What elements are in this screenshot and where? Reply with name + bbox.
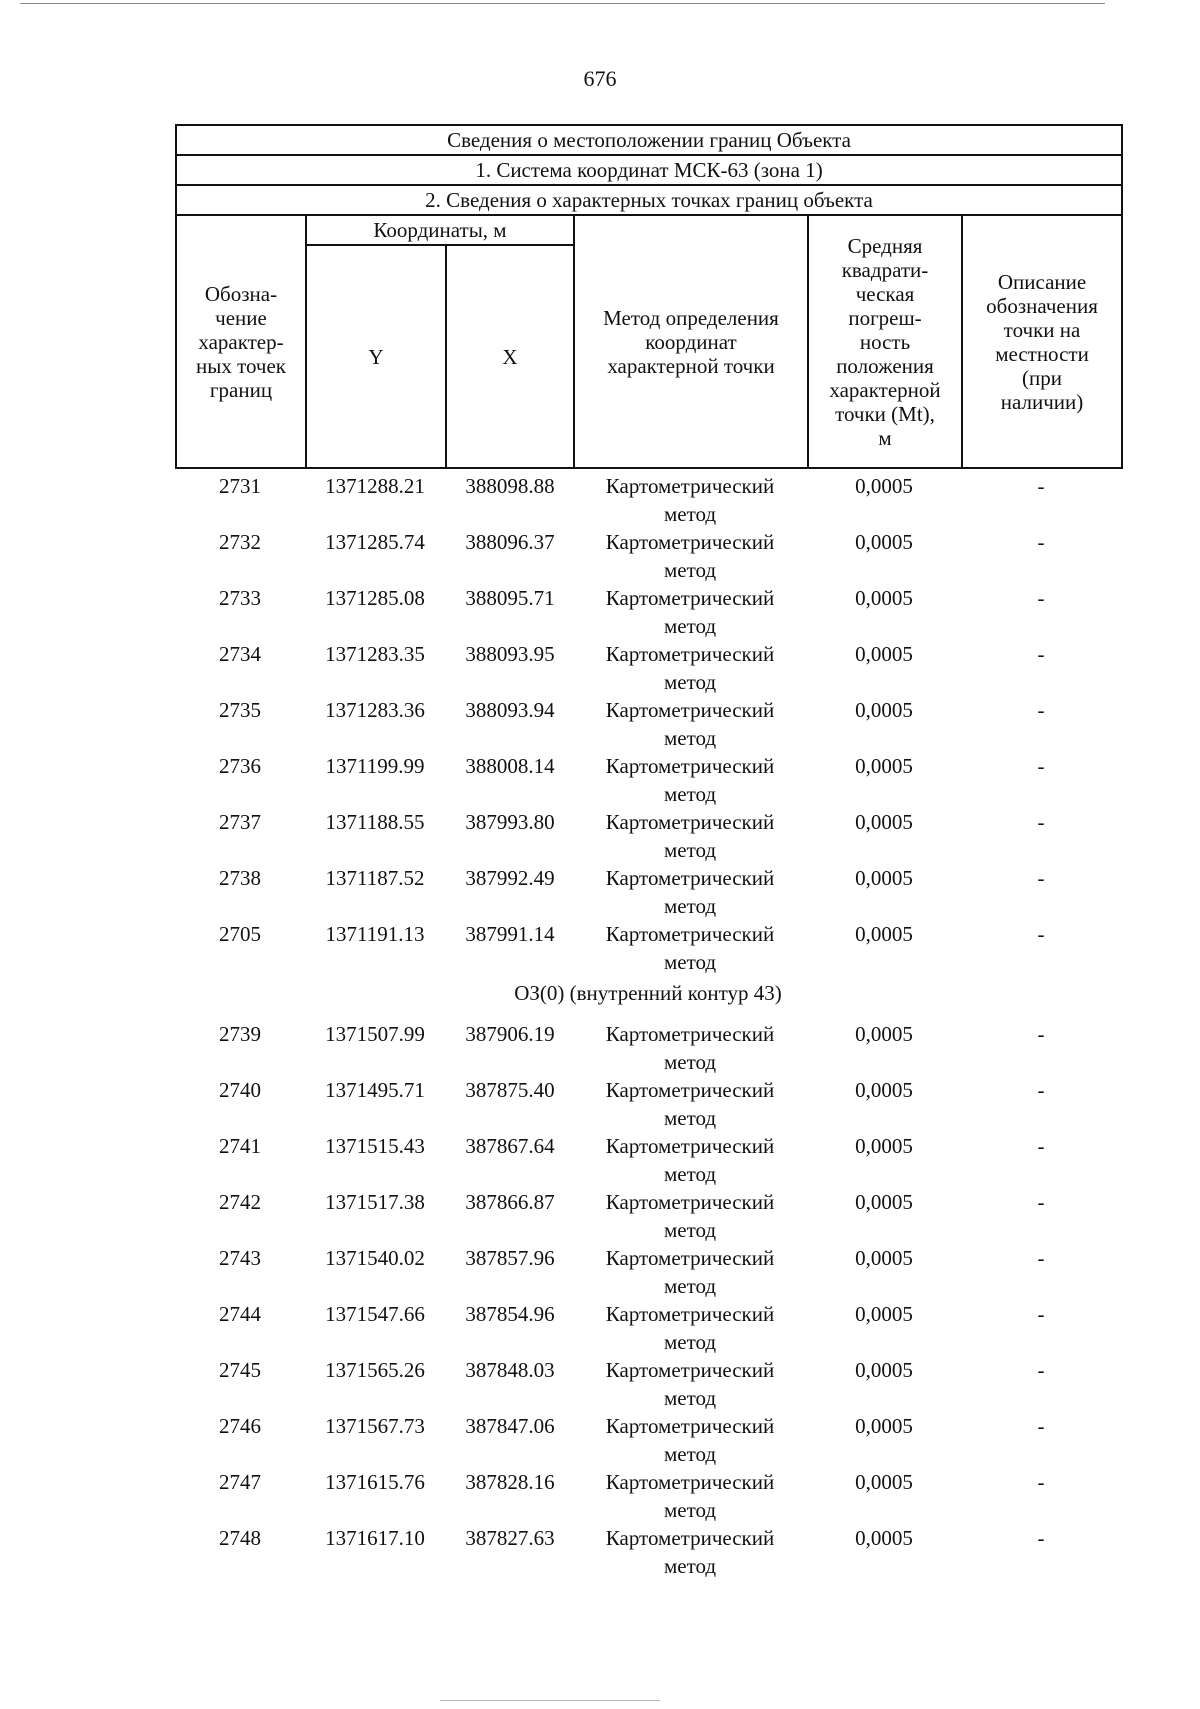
rows-block-1 [175,472,1121,976]
method-value: Картометрический метод [605,922,775,974]
table-row [175,1468,1121,1524]
x-coordinate: 388093.94 [465,698,555,722]
table-row [175,472,1121,528]
error-value: 0,0005 [855,1470,913,1494]
point-description: - [1037,1358,1045,1382]
page-number: 676 [583,66,617,91]
point-description: - [1037,1246,1045,1270]
method-value: Картометрический метод [605,1302,775,1354]
x-coordinate: 387992.49 [465,866,555,890]
x-coordinate: 387993.80 [465,810,555,834]
y-coordinate: 1371495.71 [325,1078,425,1102]
error-value: 0,0005 [855,1134,913,1158]
error-value: 0,0005 [855,698,913,722]
x-coordinate: 388096.37 [465,530,555,554]
table-row [175,1076,1121,1132]
y-coordinate: 1371565.26 [325,1358,425,1382]
point-number: 2747 [219,1470,261,1494]
table-row [175,528,1121,584]
point-description: - [1037,586,1045,610]
x-coordinate: 388095.71 [465,586,555,610]
data-area [175,472,1121,1580]
error-value: 0,0005 [855,1078,913,1102]
coordinates-header: Координаты, м [306,215,574,245]
y-coordinate: 1371285.08 [325,586,425,610]
x-coordinate: 387857.96 [465,1246,555,1270]
table-row [175,1132,1121,1188]
point-description: - [1037,754,1045,778]
method-value: Картометрический метод [605,698,775,750]
table-row [175,752,1121,808]
error-value: 0,0005 [855,586,913,610]
method-value: Картометрический метод [605,1470,775,1522]
table-row [175,1244,1121,1300]
point-description: - [1037,1470,1045,1494]
error-value: 0,0005 [855,1414,913,1438]
point-number: 2705 [219,922,261,946]
method-value: Картометрический метод [605,474,775,526]
method-header: Метод определения координат характерной точки [574,215,808,468]
method-value: Картометрический метод [605,1134,775,1186]
scan-edge-top [20,3,1105,4]
y-coordinate: 1371547.66 [325,1302,425,1326]
table-row [175,864,1121,920]
x-coordinate: 387827.63 [465,1526,555,1550]
y-coordinate: 1371283.35 [325,642,425,666]
method-value: Картометрический метод [605,1190,775,1242]
x-coordinate: 387875.40 [465,1078,555,1102]
point-description: - [1037,1078,1045,1102]
x-coordinate: 388098.88 [465,474,555,498]
method-value: Картометрический метод [605,586,775,638]
table-row [175,1020,1121,1076]
points-info-heading: 2. Сведения о характерных точках границ объекта [176,185,1122,215]
method-value: Картометрический метод [605,530,775,582]
x-coordinate: 387854.96 [465,1302,555,1326]
designation-header: Обозна- чение характер- ных точек границ [176,215,306,468]
y-coordinate: 1371288.21 [325,474,425,498]
point-description: - [1037,1134,1045,1158]
method-value: Картометрический метод [605,1358,775,1410]
method-value: Картометрический метод [605,1246,775,1298]
point-number: 2745 [219,1358,261,1382]
y-coordinate: 1371199.99 [325,754,425,778]
y-coordinate: 1371507.99 [325,1022,425,1046]
point-number: 2739 [219,1022,261,1046]
method-value: Картометрический метод [605,866,775,918]
error-value: 0,0005 [855,642,913,666]
point-number: 2744 [219,1302,261,1326]
point-description: - [1037,810,1045,834]
error-value: 0,0005 [855,1246,913,1270]
point-description: - [1037,1414,1045,1438]
table-row [175,1412,1121,1468]
y-header: Y [306,245,446,468]
error-value: 0,0005 [855,1302,913,1326]
point-number: 2733 [219,586,261,610]
point-description: - [1037,474,1045,498]
y-coordinate: 1371515.43 [325,1134,425,1158]
table-row [175,1188,1121,1244]
x-coordinate: 387847.06 [465,1414,555,1438]
table-row [175,1356,1121,1412]
point-number: 2738 [219,866,261,890]
table-row [175,808,1121,864]
coordinate-system: 1. Система координат МСК-63 (зона 1) [176,155,1122,185]
point-description: - [1037,1302,1045,1326]
point-number: 2732 [219,530,261,554]
error-value: 0,0005 [855,1190,913,1214]
error-value: 0,0005 [855,1526,913,1550]
point-number: 2746 [219,1414,261,1438]
point-description: - [1037,530,1045,554]
y-coordinate: 1371285.74 [325,530,425,554]
point-description: - [1037,642,1045,666]
error-value: 0,0005 [855,1358,913,1382]
point-number: 2734 [219,642,261,666]
table-row [175,1524,1121,1580]
table-row [175,584,1121,640]
point-description: - [1037,1022,1045,1046]
point-description: - [1037,698,1045,722]
table-row [175,696,1121,752]
y-coordinate: 1371540.02 [325,1246,425,1270]
method-value: Картометрический метод [605,1526,775,1578]
method-value: Картометрический метод [605,642,775,694]
point-description: - [1037,866,1045,890]
x-coordinate: 388093.95 [465,642,555,666]
method-value: Картометрический метод [605,1414,775,1466]
point-number: 2731 [219,474,261,498]
error-header: Средняя квадрати- ческая погреш- ность положения характерной точки (Mt), м [808,215,962,468]
error-value: 0,0005 [855,530,913,554]
error-value: 0,0005 [855,1022,913,1046]
y-coordinate: 1371617.10 [325,1526,425,1550]
point-number: 2743 [219,1246,261,1270]
table-row [175,1300,1121,1356]
y-coordinate: 1371615.76 [325,1470,425,1494]
point-number: 2741 [219,1134,261,1158]
point-description: - [1037,922,1045,946]
error-value: 0,0005 [855,866,913,890]
point-number: 2742 [219,1190,261,1214]
description-header: Описание обозначения точки на местности (при наличии) [962,215,1122,468]
x-coordinate: 387848.03 [465,1358,555,1382]
y-coordinate: 1371191.13 [325,922,425,946]
point-description: - [1037,1526,1045,1550]
y-coordinate: 1371187.52 [325,866,425,890]
x-coordinate: 388008.14 [465,754,555,778]
method-value: Картометрический метод [605,1022,775,1074]
x-coordinate: 387867.64 [465,1134,555,1158]
scan-edge-bottom [440,1700,660,1701]
point-number: 2737 [219,810,261,834]
point-description: - [1037,1190,1045,1214]
x-coordinate: 387991.14 [465,922,555,946]
method-value: Картометрический метод [605,754,775,806]
x-coordinate: 387906.19 [465,1022,555,1046]
y-coordinate: 1371567.73 [325,1414,425,1438]
table-row [175,640,1121,696]
error-value: 0,0005 [855,754,913,778]
error-value: 0,0005 [855,810,913,834]
y-coordinate: 1371517.38 [325,1190,425,1214]
method-value: Картометрический метод [605,1078,775,1130]
point-number: 2735 [219,698,261,722]
point-number: 2748 [219,1526,261,1550]
table-title: Сведения о местоположении границ Объекта [176,125,1122,155]
error-value: 0,0005 [855,474,913,498]
x-coordinate: 387866.87 [465,1190,555,1214]
method-value: Картометрический метод [605,810,775,862]
point-number: 2736 [219,754,261,778]
section-heading: ОЗ(0) (внутренний контур 43) [514,981,782,1005]
y-coordinate: 1371283.36 [325,698,425,722]
rows-block-2 [175,1020,1121,1580]
y-coordinate: 1371188.55 [325,810,425,834]
table-row [175,920,1121,976]
table-header [175,124,1123,469]
point-number: 2740 [219,1078,261,1102]
x-coordinate: 387828.16 [465,1470,555,1494]
x-header: X [446,245,574,468]
error-value: 0,0005 [855,922,913,946]
